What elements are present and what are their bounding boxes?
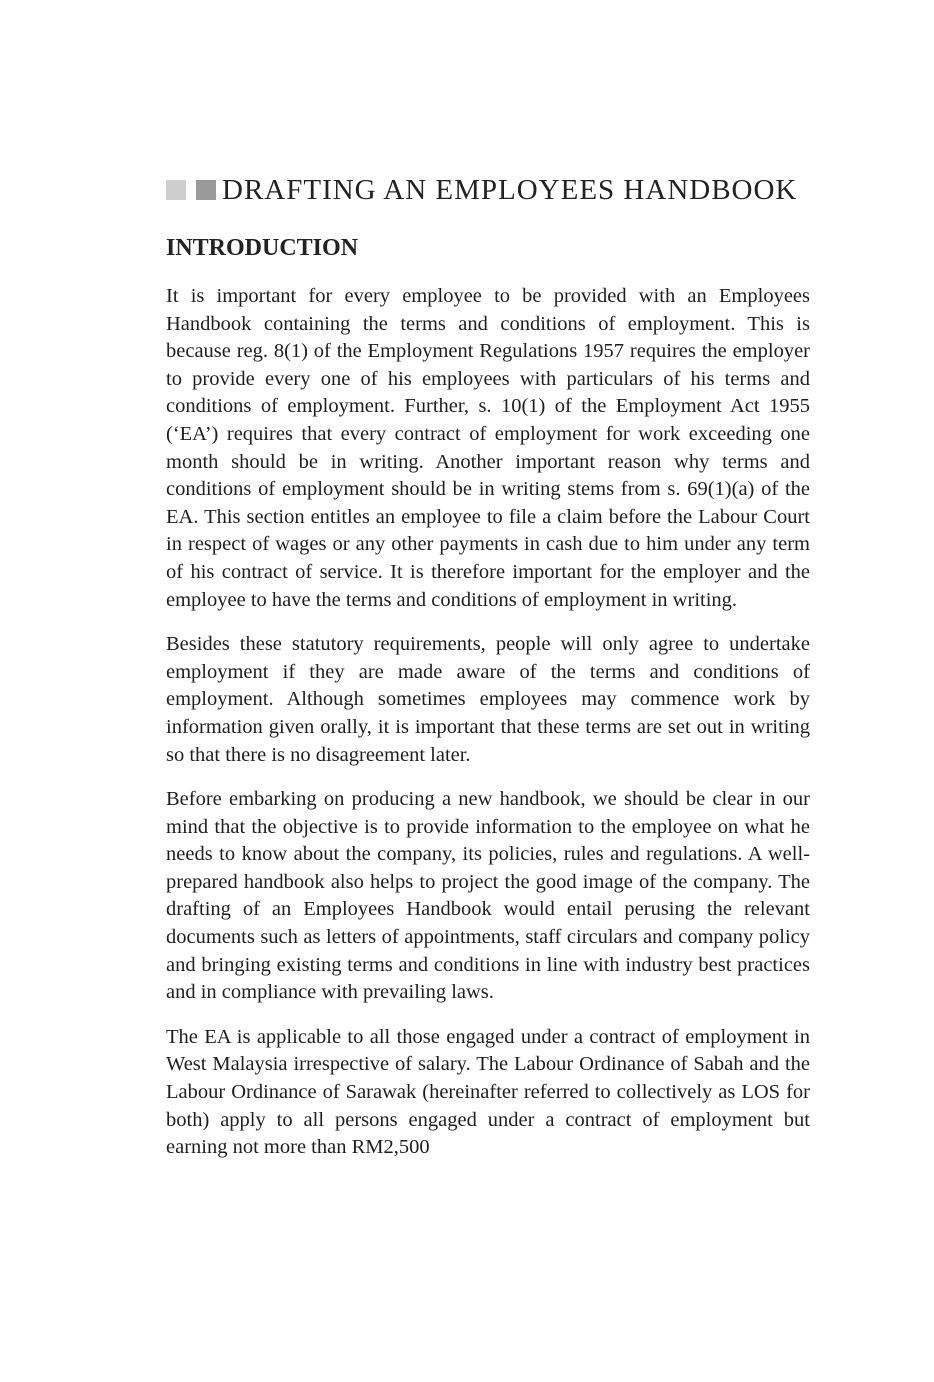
chapter-heading bbox=[166, 170, 810, 210]
chapter-title: DRAFTING AN EMPLOYEES HANDBOOK bbox=[222, 173, 798, 206]
decorative-square-light-icon bbox=[166, 180, 186, 200]
body-paragraph: Before embarking on producing a new handbook, we should be clear in our mind that the objective is to provide information to the employee on what he needs to know about the company, its policies, rules and regulations. A well-prepared handbook also helps to project the good image of the company. The drafting of an Employees Handbook would entail perusing the relevant documents such as letters of appointments, staff circulars and company policy and bringing existing terms and conditions in line with industry best practices and in compliance with prevailing laws. bbox=[166, 788, 810, 1004]
body-paragraph: The EA is applicable to all those engaged under a contract of employment in West Malaysia irrespective of salary. The Labour Ordinance of Sabah and the Labour Ordinance of Sarawak (hereinafter referred to collectively as LOS for both) apply to all persons engaged under a contract of employment but earning not more than RM2,500 bbox=[166, 1025, 810, 1159]
body-paragraph: It is important for every employee to be provided with an Employees Handbook containing the terms and conditions of employment. This is because reg. 8(1) of the Employment Regulations 1957 requires the employer to provide every one of his employees with particulars of his terms and conditions of employment. Further, s. 10(1) of the Employment Act 1955 (‘EA’) requires that every contract of employment for work exceeding one month should be in writing. Another important reason why terms and conditions of employment should be in writing stems from s. 69(1)(a) of the EA. This section entitles an employee to file a claim before the Labour Court in respect of wages or any other payments in cash due to him under any term of his contract of service. It is therefore important for the employer and the employee to have the terms and conditions of employment in writing. bbox=[166, 285, 810, 611]
body-paragraph: Besides these statutory requirements, people will only agree to undertake employment if they are made aware of the terms and conditions of employment. Although sometimes employees may commence work by information given orally, it is important that these terms are set out in writing so that there is no disagreement later. bbox=[166, 633, 810, 766]
decorative-square-dark-icon bbox=[196, 180, 216, 200]
page-content bbox=[166, 170, 810, 1162]
section-heading: INTRODUCTION bbox=[166, 235, 359, 261]
